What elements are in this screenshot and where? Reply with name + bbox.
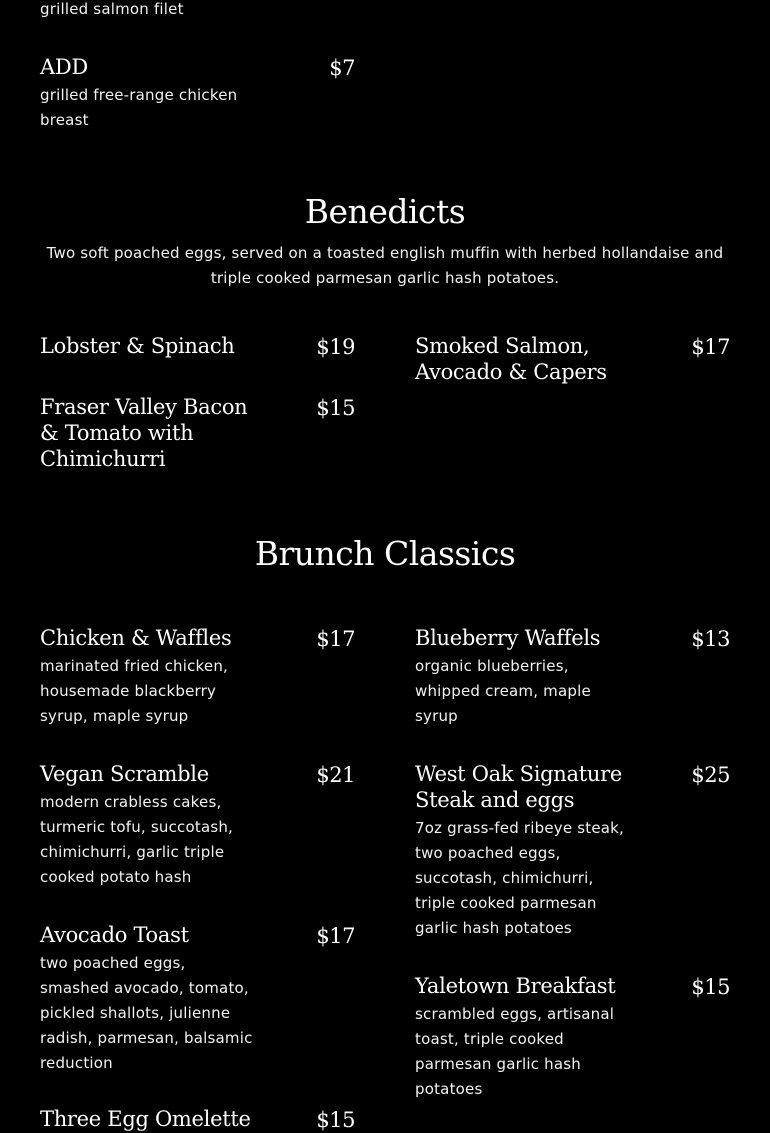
menu-item-name: Smoked Salmon, Avocado & Capers — [415, 334, 607, 384]
menu-item-description: scrambled eggs, artisanal toast, triple cooked parmesan garlic hash potatoes — [415, 1005, 615, 1098]
section-title-benedicts: Benedicts — [304, 192, 466, 231]
menu-item-price: $17 — [316, 627, 355, 651]
add-item-price: $7 — [329, 56, 355, 80]
menu-item-description: marinated fried chicken, housemade blackberry syrup, maple syrup — [40, 657, 228, 725]
menu-item-description: 7oz grass-fed ribeye steak, two poached eggs, succotash, chimichurri, triple cooked parmesan garlic hash potatoes — [415, 819, 625, 937]
menu-item-name: Vegan Scramble — [40, 762, 209, 786]
menu-item-name: Lobster & Spinach — [40, 334, 235, 358]
menu-item-price: $25 — [691, 763, 730, 787]
menu-item-price: $19 — [316, 335, 355, 359]
menu-item-price: $13 — [691, 627, 730, 651]
menu-item-description: modern crabless cakes, turmeric tofu, succotash, chimichurri, garlic triple cooked potato hash — [40, 793, 234, 886]
menu-item-price: $17 — [316, 924, 355, 948]
menu-item-name: Avocado Toast — [40, 923, 189, 947]
menu-item-name: Fraser Valley Bacon & Tomato with Chimichurri — [40, 395, 248, 471]
menu-item-description: organic blueberries, whipped cream, maple syrup — [415, 657, 591, 725]
item-description: grilled salmon filet — [40, 0, 184, 18]
menu-item-name: West Oak Signature Steak and eggs — [415, 762, 622, 812]
menu-item-description: two poached eggs, smashed avocado, tomato, pickled shallots, julienne radish, parmesan, balsamic reduction — [40, 954, 253, 1072]
menu-item-price: $15 — [316, 396, 355, 420]
menu-item-name: Yaletown Breakfast — [415, 974, 616, 998]
section-title-brunch-classics: Brunch Classics — [254, 534, 516, 573]
menu-item-name: Three Egg Omelette — [40, 1107, 251, 1131]
add-item-name: ADD — [40, 55, 88, 79]
add-item-description: grilled free-range chicken breast — [40, 86, 238, 129]
menu-item-price: $21 — [316, 763, 355, 787]
section-description-benedicts: Two soft poached eggs, served on a toasted english muffin with herbed hollandaise and triple cooked parmesan garlic hash potatoes. — [46, 244, 724, 287]
menu-item-price: $15 — [316, 1108, 355, 1132]
menu-item-name: Chicken & Waffles — [40, 626, 232, 650]
menu-item-name: Blueberry Waffels — [415, 626, 601, 650]
menu-item-price: $17 — [691, 335, 730, 359]
menu-item-price: $15 — [691, 975, 730, 999]
